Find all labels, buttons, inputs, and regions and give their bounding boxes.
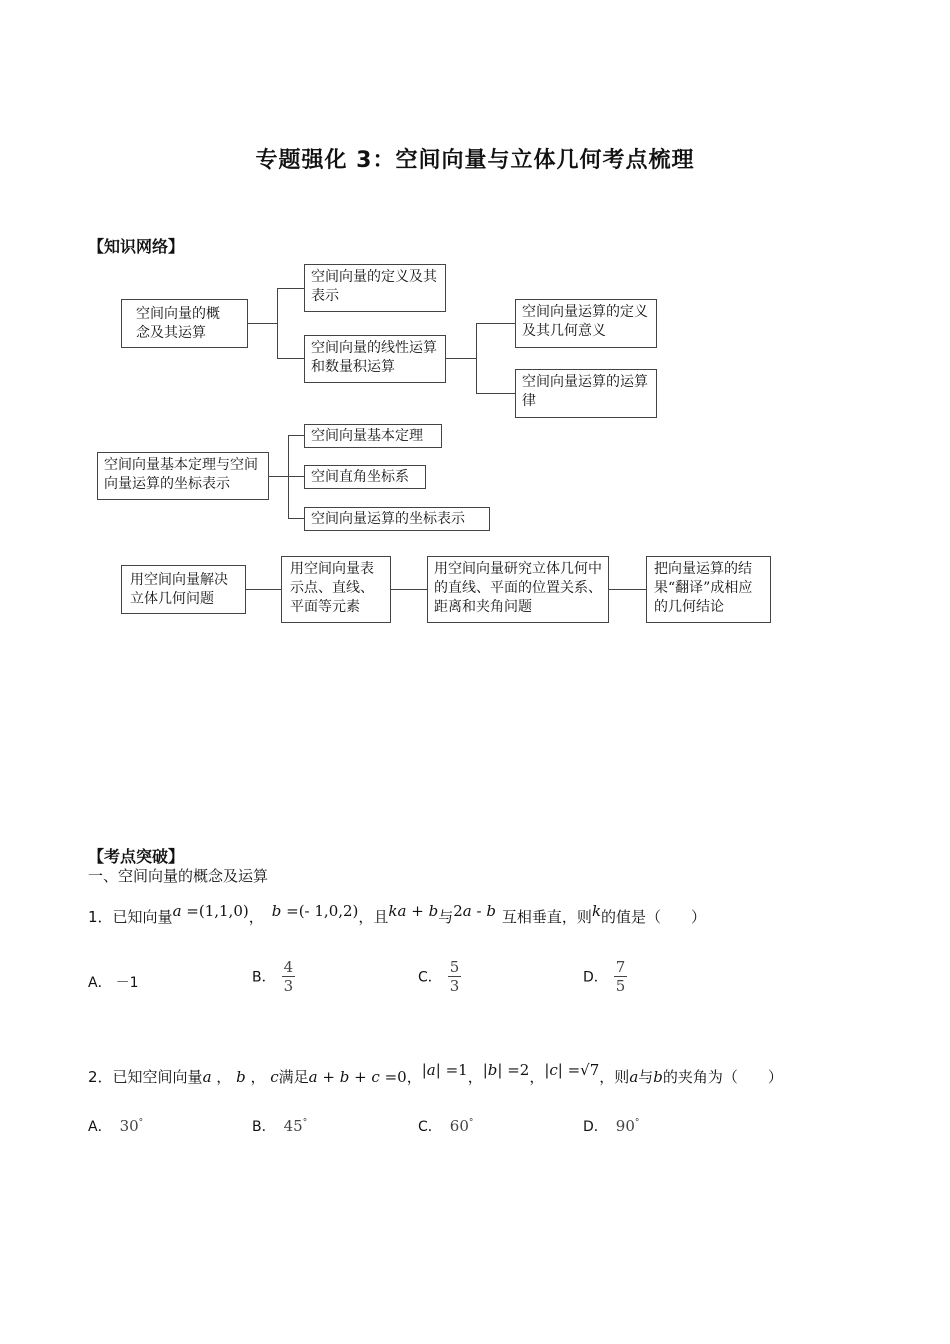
norm-b-expr: |b| =2 (482, 1061, 530, 1079)
connector (277, 358, 304, 359)
option-value: 45° (283, 1117, 308, 1135)
concept-box: 空间向量运算的运算律 (515, 369, 657, 418)
concept-box: 把向量运算的结果“翻译”成相应的几何结论 (646, 556, 771, 623)
expr-2a-minus-b: 2a - b (453, 902, 496, 920)
q1-option-d[interactable] (583, 958, 627, 995)
question-text: ，且 (358, 908, 389, 926)
subsection-title: 一、空间向量的概念及运算 (88, 867, 269, 885)
norm-c-expr: |c| =√7 (544, 1061, 600, 1079)
fraction: $\frac{5}{3}$ (449, 958, 460, 995)
q2-option-c[interactable] (418, 1116, 473, 1136)
concept-box: 空间向量运算的坐标表示 (304, 507, 490, 531)
q2-option-d[interactable] (583, 1116, 639, 1136)
question-number: 2． (88, 1068, 113, 1086)
option-value: －1 (115, 975, 139, 991)
connector (277, 288, 304, 289)
norm-a-expr: |a| =1 (421, 1061, 468, 1079)
concept-box: 空间直角坐标系 (304, 465, 426, 489)
option-label: A． (88, 975, 112, 991)
var-b: b (653, 1068, 663, 1086)
connector (609, 589, 646, 590)
option-label: B． (252, 969, 276, 986)
concept-box: 用空间向量表示点、直线、平面等元素 (281, 556, 391, 623)
connector (288, 476, 304, 477)
option-value: 30° (119, 1117, 144, 1135)
concept-box: 空间向量的定义及其表示 (304, 264, 446, 312)
connector (391, 589, 427, 590)
q1-option-c[interactable] (418, 958, 461, 995)
connector (277, 288, 278, 358)
option-value: 90° (615, 1117, 640, 1135)
connector (476, 393, 515, 394)
sum-zero-expr: a + b + c =0 (308, 1068, 407, 1086)
var-k: k (591, 902, 602, 920)
concept-box: 空间向量基本定理 (304, 424, 442, 448)
question-text: 互相垂直，则 (501, 908, 592, 926)
concept-box: 空间向量的概念及其运算 (121, 299, 248, 348)
vector-a-expr: a =(1,1,0) (172, 902, 249, 920)
fraction: $\frac{4}{3}$ (283, 958, 294, 995)
concept-box: 用空间向量研究立体几何中的直线、平面的位置关系、距离和夹角问题 (427, 556, 609, 623)
question-text: 与 (438, 908, 454, 926)
q1-option-b[interactable] (252, 958, 295, 995)
q2-option-b[interactable] (252, 1116, 307, 1136)
connector (288, 435, 304, 436)
expr-ka-plus-b: ka + b (388, 902, 439, 920)
question-text: 的夹角为（ ） (662, 1068, 783, 1086)
exam-points-header: 【考点突破】 (88, 847, 185, 866)
option-label: A． (88, 1119, 112, 1135)
option-label: D． (583, 1119, 608, 1135)
connector (268, 476, 288, 477)
q1-option-a[interactable] (88, 972, 139, 992)
page-title: 专题强化 3：空间向量与立体几何考点梳理 (255, 148, 695, 173)
question-2: 2．已知空间向量a ， b ， c满足a + b + c =0，|a| =1，|b| =2，|c| =√7，则a与b的夹角为（ ） (88, 1061, 783, 1086)
connector (247, 323, 277, 324)
q2-option-a[interactable] (88, 1116, 143, 1136)
option-label: B． (252, 1119, 276, 1135)
question-text: 满足 (278, 1068, 309, 1086)
question-number: 1． (88, 908, 113, 926)
question-1 (88, 902, 707, 927)
concept-box: 空间向量运算的定义及其几何意义 (515, 299, 657, 348)
concept-box: 空间向量基本定理与空间向量运算的坐标表示 (97, 452, 269, 500)
knowledge-network-header: 【知识网络】 (88, 237, 185, 256)
vector-b-expr: b =(- 1,0,2) (271, 902, 359, 920)
fraction: $\frac{7}{5}$ (615, 958, 626, 995)
connector (446, 358, 476, 359)
option-label: C． (418, 969, 442, 986)
concept-box: 空间向量的线性运算和数量积运算 (304, 335, 446, 383)
question-text: ， (248, 908, 264, 926)
connector (288, 518, 304, 519)
question-text: ，则 (599, 1068, 630, 1086)
vector-list: a ， b ， c (202, 1068, 279, 1086)
connector (246, 589, 281, 590)
connector (476, 323, 477, 393)
question-text: 已知空间向量 (112, 1068, 203, 1086)
question-text: 已知向量 (112, 908, 173, 926)
question-text: 与 (638, 1068, 654, 1086)
option-label: D． (583, 969, 608, 986)
var-a: a (629, 1068, 639, 1086)
connector (476, 323, 515, 324)
option-value: 60° (449, 1117, 474, 1135)
option-label: C． (418, 1119, 442, 1135)
concept-box: 用空间向量解决立体几何问题 (121, 565, 246, 614)
question-text: 的值是（ ） (601, 908, 707, 926)
